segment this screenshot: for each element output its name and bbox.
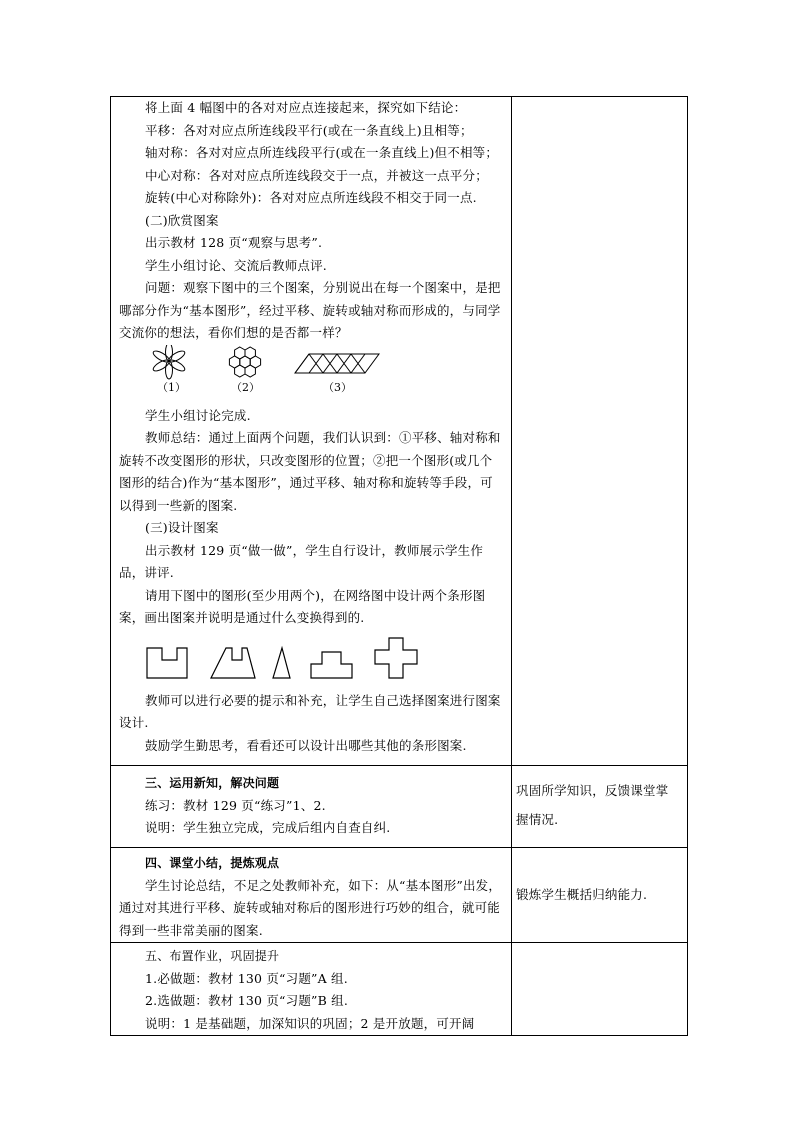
triangle-strip-figure <box>295 354 379 373</box>
right-triangle-shape <box>273 648 290 678</box>
text-line: 出示教材 129 页“做一做”，学生自行设计，教师展示学生作品，讲评. <box>119 542 484 580</box>
notes-cell <box>512 943 688 1036</box>
subheading: (三)设计图案 <box>145 520 219 535</box>
section-heading: 五、布置作业，巩固提升 <box>145 949 280 963</box>
text-line: 练习：教材 129 页“练习”1、2. <box>145 797 326 813</box>
subheading: (二)欣赏图案 <box>145 212 219 228</box>
text-line: 轴对称：各对对应点所连线段平行(或在一条直线上)但不相等； <box>145 145 499 160</box>
notes-cell <box>512 97 688 766</box>
step-shape <box>311 652 352 678</box>
text-line: 请用下图中的图形(至少用两个)，在网络图中设计两个条形图案，画出图案并说明是通过什么变换得到的. <box>119 587 486 625</box>
table-row <box>111 848 688 943</box>
basic-shapes-svg <box>119 630 509 690</box>
figure-label-1: （1） <box>157 380 186 394</box>
text-line: 出示教材 128 页“观察与思考”. <box>145 235 323 250</box>
basic-shapes-figure <box>119 630 505 690</box>
text-line: 学生小组讨论、交流后教师点评. <box>145 257 327 273</box>
notes-cell <box>512 766 688 848</box>
content-cell <box>111 848 512 943</box>
flower-pattern-figure <box>152 345 187 379</box>
figure-label-3: （3） <box>323 380 352 394</box>
notched-rectangle-shape <box>147 648 187 678</box>
text-line: 教师总结：通过上面两个问题，我们认识到：①平移、轴对称和旋转不改变图形的形状，只改变图形的位置；②把一个图形(或几个图形的结合)作为“基本图形”，通过平移、轴对称和旋转等手段，可以得到一些新的图案. <box>119 430 501 513</box>
table-row <box>111 943 688 1036</box>
section-heading: 三、运用新知，解决问题 <box>145 776 280 790</box>
text-line: 问题：观察下图中的三个图案，分别说出在每一个图案中，是把哪部分作为“基本图形”，经过平移、旋转或轴对称而形成的，与同学交流你的想法，看你们想的是否都一样？ <box>119 280 501 340</box>
note-line: 锻炼学生概括归纳能力. <box>516 886 648 902</box>
hexagon-pattern-figure <box>229 347 260 377</box>
text-line: 1.必做题：教材 130 页“习题”A 组. <box>145 970 348 986</box>
note-line: 巩固所学知识，反馈课堂掌 <box>516 783 669 798</box>
text-line: 学生讨论总结，不足之处教师补充，如下：从“基本图形”出发，通过对其进行平移、旋转或轴对称后的图形进行巧妙的组合，就可能得到一些非常美丽的图案. <box>119 877 502 938</box>
pattern-figures-svg <box>119 345 509 405</box>
text-line: 将上面 4 幅图中的各对对应点连接起来，探究如下结论： <box>145 100 467 115</box>
text-line: 鼓励学生勤思考，看看还可以设计出哪些其他的条形图案. <box>145 737 467 753</box>
text-line: 2.选做题：教材 130 页“习题”B 组. <box>145 993 349 1008</box>
text-line: 旋转(中心对称除外)：各对对应点所连线段不相交于同一点. <box>145 190 477 205</box>
text-line: 平移：各对对应点所连线段平行(或在一条直线上)且相等； <box>145 122 473 138</box>
text-line: 学生小组讨论完成. <box>145 407 251 423</box>
content-cell <box>111 97 512 766</box>
pattern-figures <box>119 345 505 405</box>
note-line: 握情况. <box>516 812 559 827</box>
table-row <box>111 766 688 848</box>
figure-label-2: （2） <box>231 380 260 394</box>
text-line: 说明：1 是基础题，加深知识的巩固；2 是开放题，可开阔 <box>145 1015 475 1031</box>
text-line: 教师可以进行必要的提示和补充，让学生自己选择图案进行图案设计. <box>119 692 501 730</box>
lesson-plan-table <box>110 96 688 1036</box>
notched-trapezoid-shape <box>211 648 255 678</box>
table-row <box>111 97 688 766</box>
text-line: 中心对称：各对对应点所连线段交于一点，并被这一点平分； <box>145 167 488 183</box>
content-cell <box>111 766 512 848</box>
notes-cell <box>512 848 688 943</box>
cross-shape <box>375 638 417 678</box>
text-line: 说明：学生独立完成，完成后组内自查自纠. <box>145 820 391 835</box>
section-heading: 四、课堂小结，提炼观点 <box>145 856 280 870</box>
content-cell <box>111 943 512 1036</box>
